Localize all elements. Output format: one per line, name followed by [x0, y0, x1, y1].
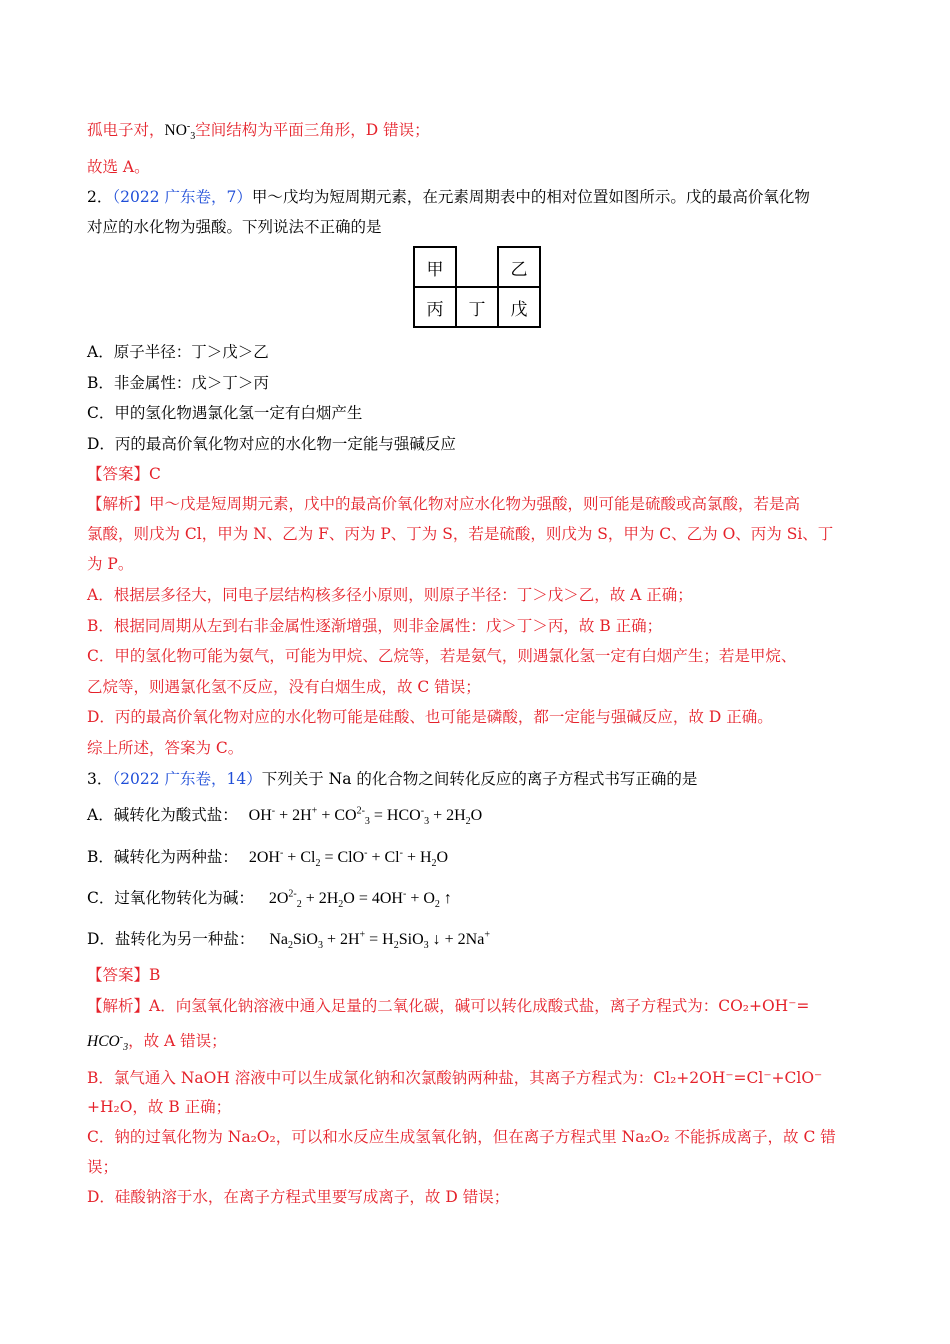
formula-hco3: $HCO^-_3$ [87, 1031, 129, 1054]
cell-wu: 戊 [498, 287, 540, 327]
option-label: B．碱转化为两种盐： [87, 848, 238, 866]
option-c: C．甲的氢化物遇氯化氢一定有白烟产生 [87, 404, 363, 422]
explanation-text: 甲～戊是短周期元素，戊中的最高价氧化物对应水化物为强酸，则可能是硫酸或高氯酸，若是高 [149, 495, 801, 513]
question-text: 下列关于 Na 的化合物之间转化反应的离子方程式书写正确的是 [261, 770, 698, 788]
equation-b: $2OH^- + Cl_2 = ClO^- + Cl^- + H_2O$ [248, 847, 449, 870]
option-b: B．非金属性：戊＞丁＞丙 [87, 374, 269, 392]
text: 孤电子对， [87, 121, 165, 139]
cell-jia: 甲 [414, 247, 456, 287]
question-source: （2022 广东卷，7） [112, 188, 252, 206]
answer-3: 【答案】B [87, 966, 161, 984]
explanation-3-c1: C．钠的过氧化物为 Na₂O₂，可以和水反应生成氢氧化钠，但在离子方程式里 Na₂O₂ 不能拆成离子，故 C 错 [87, 1128, 836, 1146]
explanation-2-line2: 氯酸，则戊为 Cl，甲为 N、乙为 F、丙为 P、丁为 S，若是硫酸，则戊为 S，甲为 C、乙为 O、丙为 Si、丁 [87, 525, 834, 543]
cell-bing: 丙 [414, 287, 456, 327]
question-2-stem-2: 对应的水化物为强酸。下列说法不正确的是 [87, 218, 382, 236]
explanation-2-line1 [87, 493, 867, 515]
explanation-2-a: A．根据层多径大，同电子层结构核多径小原则，则原子半径：丁＞戊＞乙，故 A 正确； [87, 586, 693, 604]
explanation-2-c2: 乙烷等，则遇氯化氢不反应，没有白烟生成，故 C 错误； [87, 678, 481, 696]
question-3-stem [87, 768, 867, 790]
explanation-3-c2: 误； [87, 1158, 119, 1176]
equation-a: $OH^- + 2H^+ + CO^{2-}_3 = HCO^-_3 + 2H_2O$ [248, 805, 483, 828]
explanation-2-c1: C．甲的氢化物可能为氨气，可能为甲烷、乙烷等，若是氨气，则遇氯化氢一定有白烟产生；若是甲烷、 [87, 647, 797, 665]
q3-option-d [87, 928, 867, 951]
formula-text: HCO [87, 1033, 120, 1050]
question-text: 甲～戊均为短周期元素，在元素周期表中的相对位置如图所示。戊的最高价氧化物 [251, 188, 810, 206]
equation-c: $2O^{2-}_2 + 2H_2O = 4OH^- + O_2$ ↑ [264, 888, 452, 911]
option-label: A．碱转化为酸式盐： [87, 806, 238, 824]
answer-2: 【答案】C [87, 465, 161, 483]
explanation-3-b1: B．氯气通入 NaOH 溶液中可以生成氯化钠和次氯酸钠两种盐，其离子方程式为：Cl₂+2OH⁻=Cl⁻+ClO⁻ [87, 1069, 823, 1087]
explanation-3-a1 [87, 995, 867, 1017]
cell-empty [456, 247, 498, 287]
explanation-3-b2: +H₂O，故 B 正确； [87, 1098, 232, 1116]
question-number: 2． [87, 188, 113, 206]
explanation-text: A．向氢氧化钠溶液中通入足量的二氧化碳，碱可以转化成酸式盐，离子方程式为：CO₂+OH⁻= [149, 997, 810, 1015]
periodic-position-table [413, 246, 541, 328]
option-label: C．过氧化物转化为碱： [87, 889, 254, 907]
explanation-3-d: D．硅酸钠溶于水，在离子方程式里要写成离子，故 D 错误； [87, 1188, 510, 1206]
question-number: 3． [87, 770, 113, 788]
explanation-tag: 【解析】 [87, 997, 150, 1015]
line-lone-pair [87, 119, 867, 142]
explanation-2-line3: 为 P。 [87, 555, 134, 573]
equation-d: $Na_2SiO_3 + 2H^+ = H_2SiO_3$ ↓ + 2Na+ [265, 929, 490, 952]
summary-2: 综上所述，答案为 C。 [87, 739, 244, 757]
explanation-text: ，故 A 错误； [128, 1032, 227, 1050]
option-label: D．盐转化为另一种盐： [87, 930, 255, 948]
formula-text: NO [164, 122, 187, 139]
q3-option-b [87, 846, 867, 869]
q3-option-c [87, 887, 867, 910]
explanation-2-b: B．根据同周期从左到右非金属性逐渐增强，则非金属性：戊＞丁＞丙，故 B 正确； [87, 617, 663, 635]
explanation-2-d: D．丙的最高价氧化物对应的水化物可能是硅酸、也可能是磷酸，都一定能与强碱反应，故 D 正确。 [87, 708, 773, 726]
text: 空间结构为平面三角形，D 错误； [195, 121, 430, 139]
explanation-3-a2 [87, 1030, 867, 1053]
option-d: D．丙的最高价氧化物对应的水化物一定能与强碱反应 [87, 435, 456, 453]
q3-option-a [87, 804, 867, 827]
formula-no3: $NO^-_3$ [164, 120, 196, 143]
option-a: A．原子半径：丁＞戊＞乙 [87, 343, 269, 361]
cell-yi: 乙 [498, 247, 540, 287]
line-choose-a: 故选 A。 [87, 158, 150, 176]
cell-ding: 丁 [456, 287, 498, 327]
explanation-tag: 【解析】 [87, 495, 150, 513]
question-2-stem [87, 186, 867, 208]
question-source: （2022 广东卷，14） [112, 770, 262, 788]
